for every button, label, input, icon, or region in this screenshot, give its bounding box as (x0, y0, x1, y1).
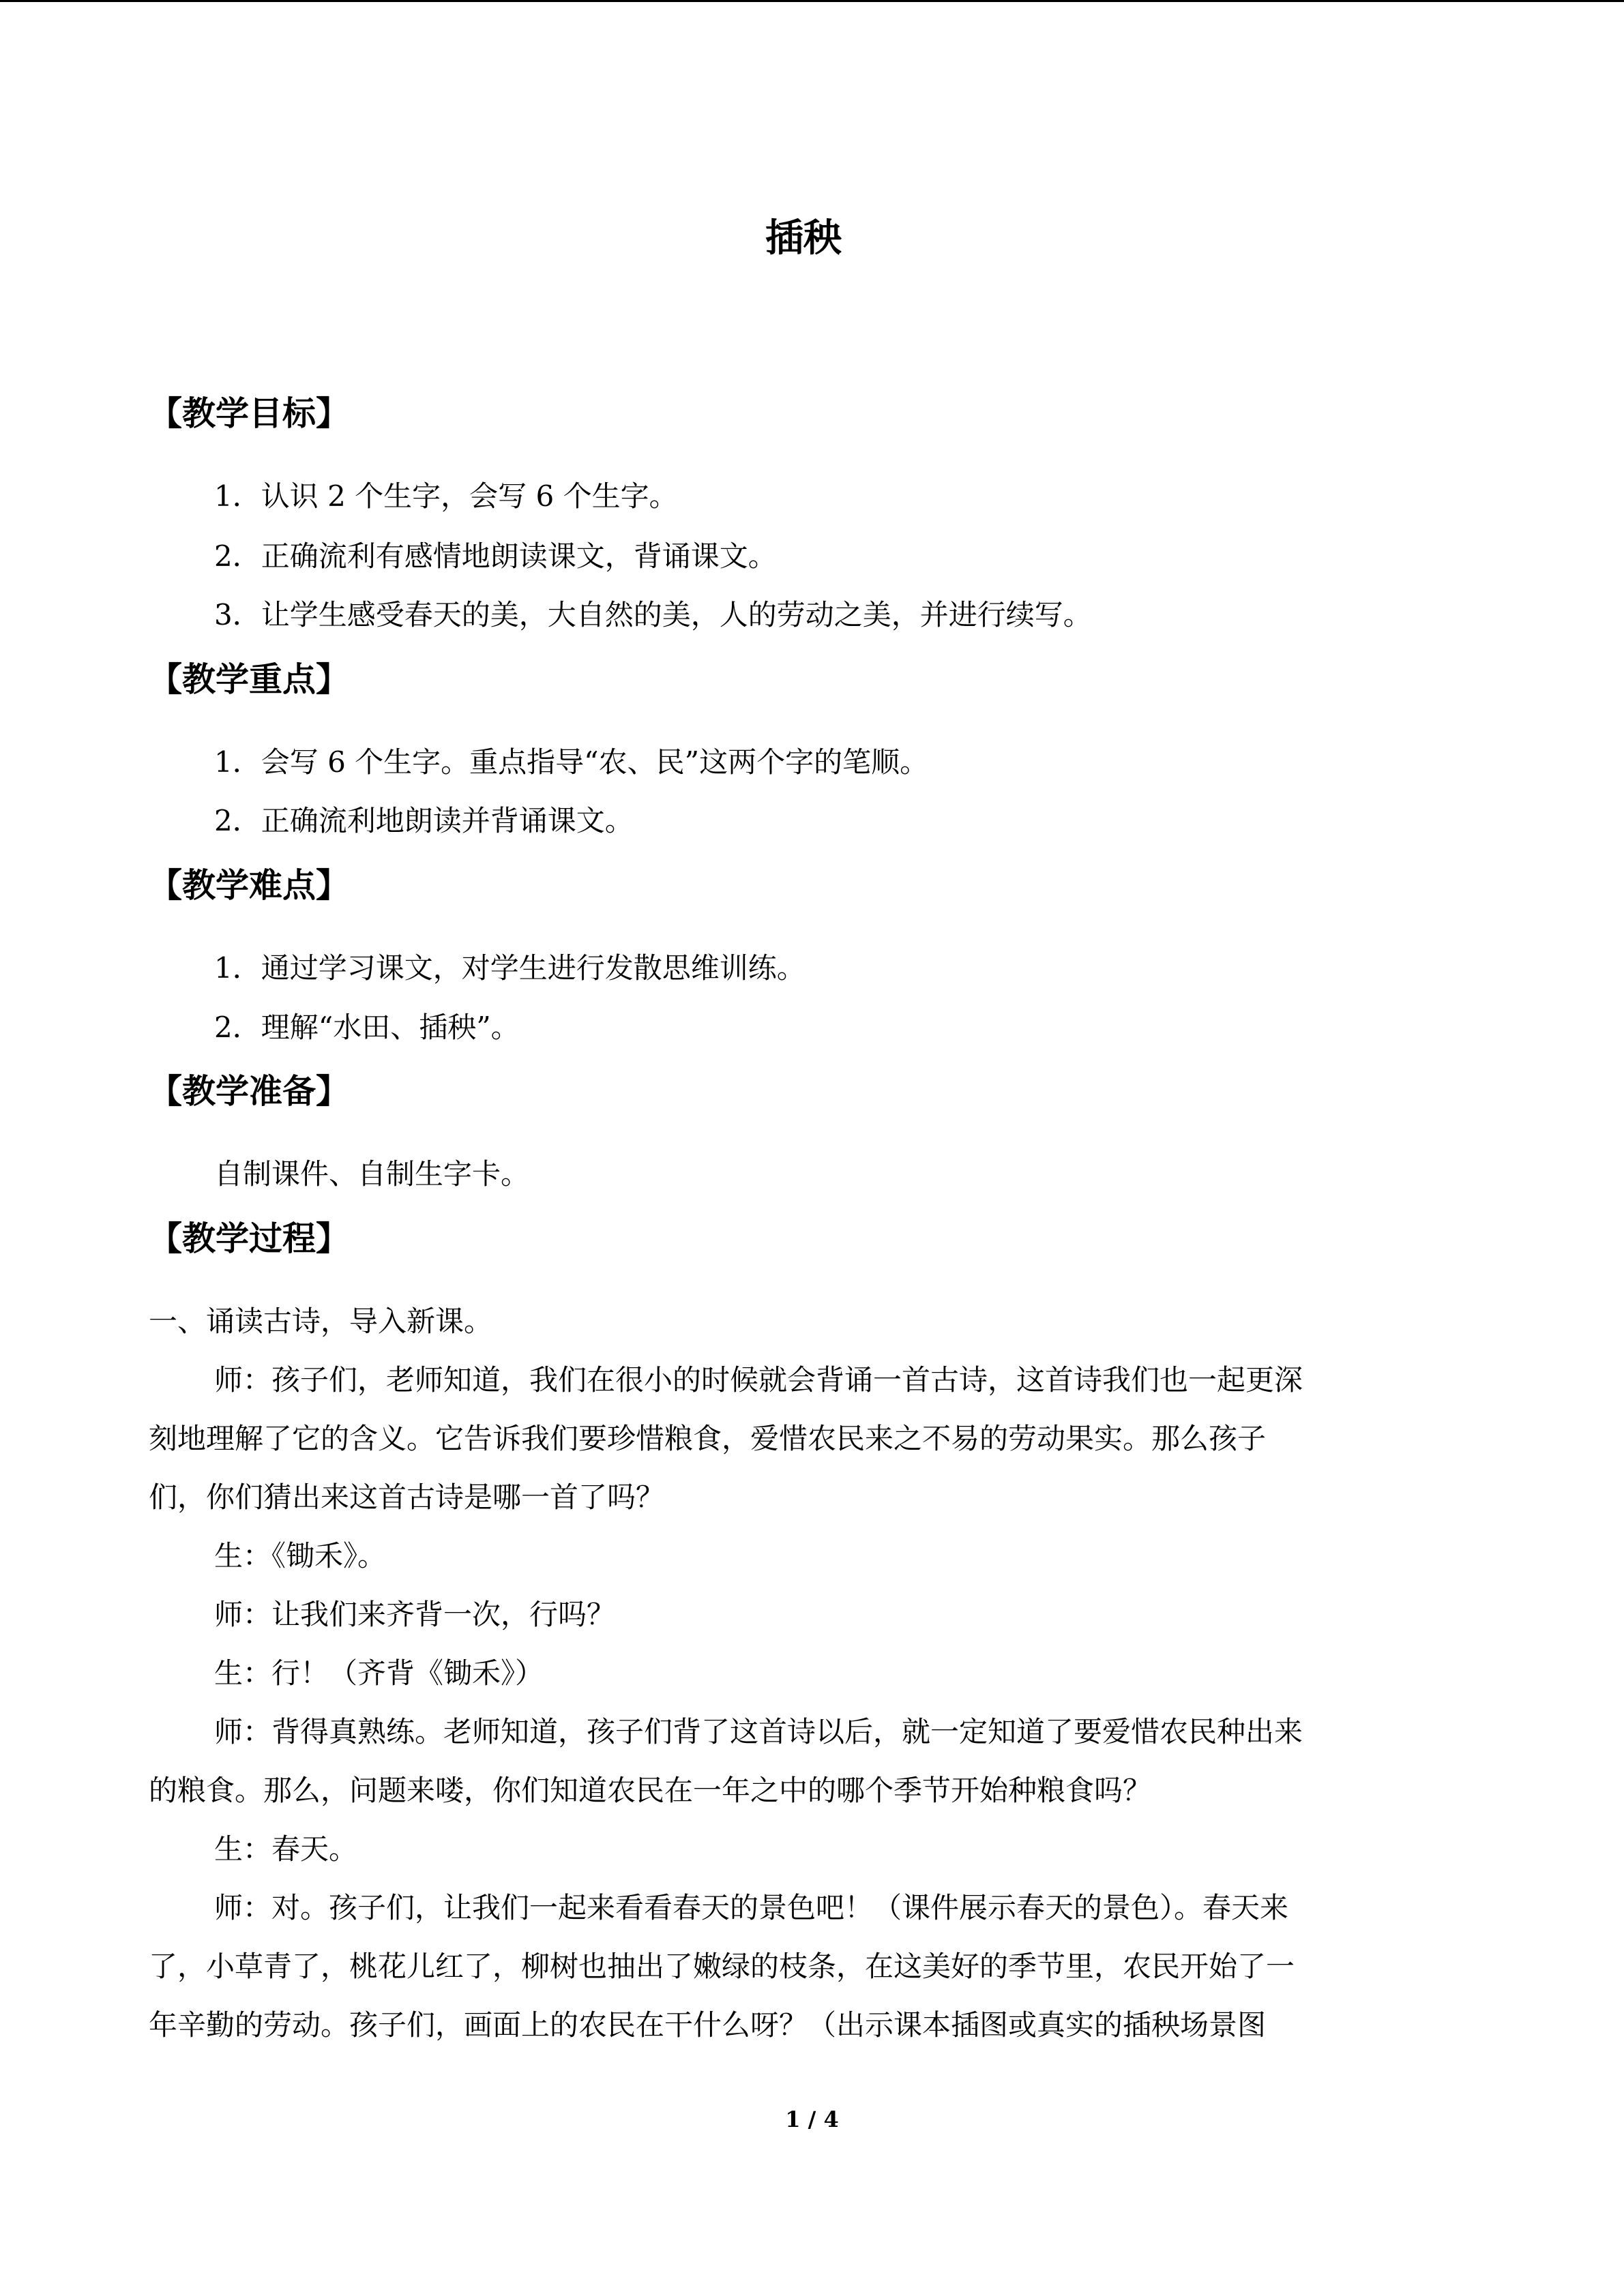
process-line: 师：背得真熟练。老师知道，孩子们背了这首诗以后，就一定知道了要爱惜农民种出来 (214, 1715, 1303, 1748)
objective-item: 3．让学生感受春天的美，大自然的美，人的劳动之美，并进行续写。 (214, 598, 1092, 631)
process-line: 师：孩子们，老师知道，我们在很小的时候就会背诵一首古诗，这首诗我们也一起更深 (214, 1363, 1303, 1397)
process-line: 生：春天。 (214, 1832, 358, 1866)
objective-item: 2．正确流利有感情地朗读课文，背诵课文。 (214, 539, 777, 573)
keypoint-item: 1．会写 6 个生字。重点指导“农、民”这两个字的笔顺。 (214, 745, 929, 779)
page-title: 插秧 (765, 216, 842, 260)
difficulty-item: 2．理解“水田、插秧”。 (214, 1011, 520, 1044)
process-line: 生：《锄禾》。 (214, 1539, 387, 1572)
heading-preparation: 【教学准备】 (149, 1072, 350, 1111)
heading-difficulties: 【教学难点】 (149, 866, 350, 905)
process-line: 年辛勤的劳动。孩子们，画面上的农民在干什么呀？（出示课本插图或真实的插秧场景图 (149, 2008, 1267, 2042)
process-line: 师：让我们来齐背一次，行吗？ (214, 1598, 616, 1631)
difficulty-item: 1．通过学习课文，对学生进行发散思维训练。 (214, 951, 806, 985)
heading-objectives: 【教学目标】 (149, 394, 350, 433)
process-line: 一、诵读古诗，导入新课。 (149, 1304, 493, 1338)
page-number: 1 / 4 (785, 2106, 839, 2132)
heading-keypoints: 【教学重点】 (149, 660, 350, 699)
keypoint-item: 2．正确流利地朗读并背诵课文。 (214, 804, 634, 837)
process-line: 生：行！（齐背《锄禾》） (214, 1656, 544, 1690)
heading-process: 【教学过程】 (149, 1219, 350, 1258)
process-line: 师：对。孩子们，让我们一起来看看春天的景色吧！（课件展示春天的景色）。春天来 (214, 1891, 1289, 1924)
process-line: 刻地理解了它的含义。它告诉我们要珍惜粮食，爱惜农民来之不易的劳动果实。那么孩子 (149, 1422, 1267, 1455)
process-line: 了，小草青了，桃花儿红了，柳树也抽出了嫩绿的枝条，在这美好的季节里，农民开始了一 (149, 1950, 1295, 1983)
top-border-line (0, 0, 1624, 2)
process-line: 们，你们猜出来这首古诗是哪一首了吗？ (149, 1480, 665, 1514)
objective-item: 1．认识 2 个生字，会写 6 个生字。 (214, 479, 678, 513)
process-line: 的粮食。那么，问题来喽，你们知道农民在一年之中的哪个季节开始种粮食吗？ (149, 1774, 1152, 1807)
preparation-item: 自制课件、自制生字卡。 (214, 1157, 530, 1191)
